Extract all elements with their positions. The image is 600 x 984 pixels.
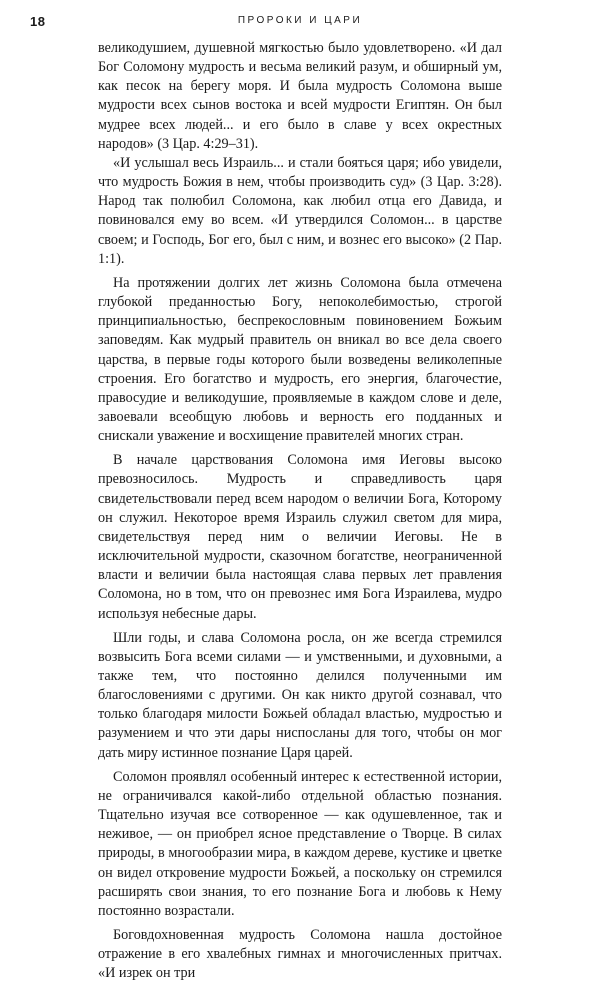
page-header (30, 14, 570, 34)
running-head: ПРОРОКИ И ЦАРИ (237, 15, 363, 26)
paragraph: Шли годы, и слава Соломона росла, он же всегда стремился возвысить Бога всеми силами — и умственными, и духовными, а также тем, что постоянно делился полученными им благословениями с другими. Он как никто другой сознавал, что только благодаря милости Божьей обладал властью, мудростью и разумением и что эти дары ниспосланы для того, чтобы он мог дать миру истинное познание Царя царей. (98, 629, 502, 761)
paragraph: Соломон проявлял особенный интерес к естественной истории, не ограничивался какой-либо отдельной областью познания. Тщательно изучая все сотворенное — как одушевленное, так и неживое, — он приобрел ясное представление о Творце. В силах природы, в многообразии мира, в каждом дереве, кустике и цветке он видел откровение мудрости Божьей, а поскольку он стремился расширять свои знания, то его познание Бога и любовь к Нему постоянно возрастали. (98, 768, 502, 919)
paragraph: Боговдохновенная мудрость Соломона нашла достойное отражение в его хвалебных гимнах и многочисленных притчах. «И изрек он три (98, 927, 502, 982)
page-number: 18 (30, 14, 46, 29)
paragraph: великодушием, душевной мягкостью было удовлетворено. «И дал Бог Соломону мудрость и весьма великий разум, и обширный ум, как песок на берегу моря. И была мудрость Соломона выше мудрости всех сынов востока и всей мудрости Египтян. Он был мудрее всех людей... и его было в славе у всех окрестных народов» (3 Цар. 4:29–31). (98, 40, 502, 152)
paragraph: На протяжении долгих лет жизнь Соломона была отмечена глубокой преданностью Богу, непоколебимостью, строгой принципиальностью, беспрекословным повиновением Божьим заповедям. Как мудрый правитель он вникал во все дела своего царства, в первые годы которого были возведены великолепные строения. Его богатство и мудрость, его энергия, благочестие, правосудие и великодушие, проявляемые в каждом слове и деле, завоевали всеобщую любовь и верность его подданных и снискали уважение и восхищение правителей многих стран. (98, 274, 502, 445)
paragraph: «И услышал весь Израиль... и стали бояться царя; ибо увидели, что мудрость Божия в нем, чтобы производить суд» (3 Цар. 3:28). Народ так полюбил Соломона, как любил отца его Давида, и повиновался ему во всем. «И утвердился Соломон... в царстве своем; и Господь, Бог его, был с ним, и вознес его высоко» (2 Пар. 1:1). (98, 154, 502, 267)
paragraph: В начале царствования Соломона имя Иеговы высоко превозносилось. Мудрость и справедливость царя свидетельствовали перед всем народом о величии Бога, Которому он служил. Некоторое время Израиль служил светом для мира, свидетельствуя перед ним о величии Иеговы. Не в исключительной мудрости, сказочном богатстве, неограниченной власти и величии была настоящая слава первых лет правления Соломона, но в том, что он превознес имя Бога Израилева, мудро используя небесные дары. (98, 452, 502, 622)
body-text (98, 39, 502, 984)
